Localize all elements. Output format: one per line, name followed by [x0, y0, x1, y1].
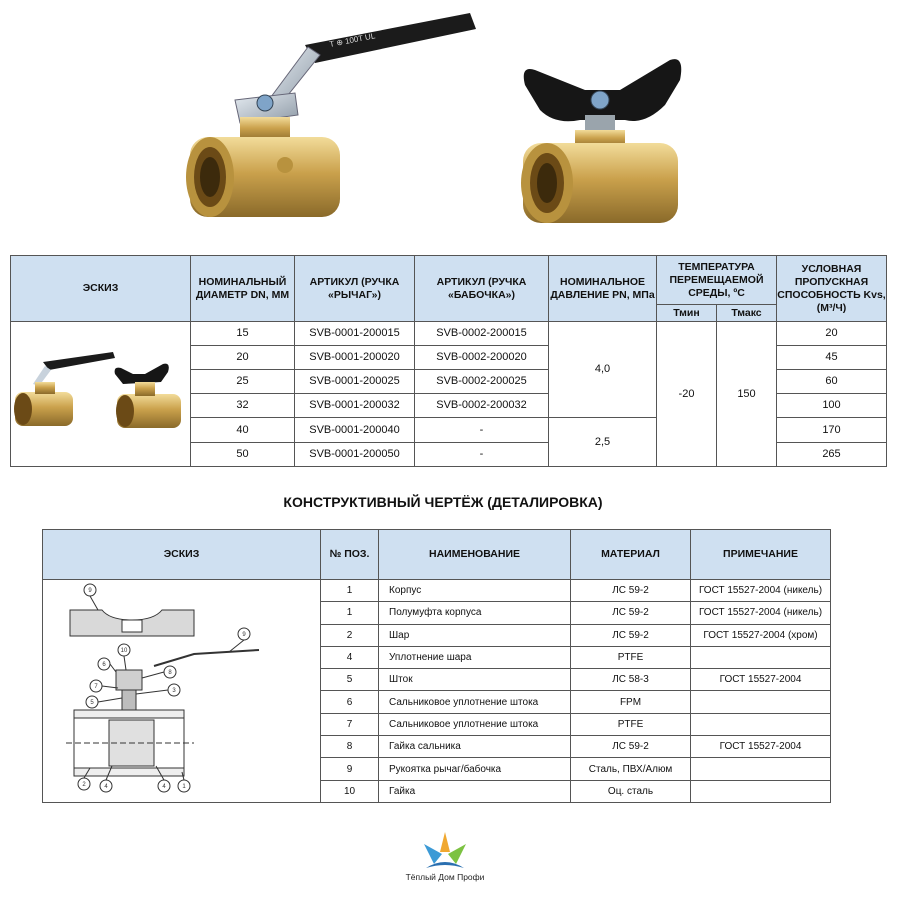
drawing-cell — [43, 580, 321, 803]
position-cell: 1 — [321, 602, 379, 624]
material-cell: FPM — [571, 691, 691, 713]
drawing-label: 7 — [93, 684, 98, 690]
material-cell: ЛС 59-2 — [571, 624, 691, 646]
position-cell: 4 — [321, 646, 379, 668]
kvs-cell: 60 — [777, 370, 887, 394]
article-lever-cell: SVB-0001-200015 — [295, 322, 415, 346]
drawing-label: 8 — [167, 670, 172, 676]
article-lever-cell: SVB-0001-200032 — [295, 394, 415, 418]
name-cell: Рукоятка рычаг/бабочка — [379, 758, 571, 780]
company-logo — [420, 830, 470, 872]
drawing-label: 10 — [120, 648, 127, 654]
dn-cell: 25 — [191, 370, 295, 394]
material-cell: Сталь, ПВХ/Алюм — [571, 758, 691, 780]
name-cell: Гайка — [379, 780, 571, 802]
note-cell: ГОСТ 15527-2004 — [691, 669, 831, 691]
kvs-cell: 20 — [777, 322, 887, 346]
drawing-label: 9 — [87, 588, 92, 594]
position-cell: 8 — [321, 736, 379, 758]
specs-table — [10, 255, 887, 467]
table-row — [43, 580, 831, 602]
article-butterfly-cell: - — [415, 418, 549, 443]
header-tmax: Тмакс — [717, 305, 777, 322]
header-kvs: УСЛОВНАЯ ПРОПУСКНАЯ СПОСОБНОСТЬ Kvs, (М³/Ч) — [777, 256, 887, 322]
kvs-cell: 45 — [777, 346, 887, 370]
dn-cell: 32 — [191, 394, 295, 418]
header-dn: НОМИНАЛЬНЫЙ ДИАМЕТР DN, ММ — [191, 256, 295, 322]
article-butterfly-cell: SVB-0002-200032 — [415, 394, 549, 418]
position-cell: 7 — [321, 713, 379, 735]
name-cell: Гайка сальника — [379, 736, 571, 758]
article-butterfly-cell: SVB-0002-200025 — [415, 370, 549, 394]
note-cell — [691, 758, 831, 780]
header-tmin: Тмин — [657, 305, 717, 322]
drawing-label: 5 — [89, 700, 94, 706]
material-cell: Оц. сталь — [571, 780, 691, 802]
material-cell: ЛС 58-3 — [571, 669, 691, 691]
dn-cell: 50 — [191, 443, 295, 467]
kvs-cell: 100 — [777, 394, 887, 418]
drawing-label: 3 — [171, 688, 176, 694]
note-cell — [691, 780, 831, 802]
section-title: КОНСТРУКТИВНЫЙ ЧЕРТЁЖ (ДЕТАЛИРОВКА) — [283, 494, 603, 510]
material-cell: ЛС 59-2 — [571, 602, 691, 624]
header-article-butterfly: АРТИКУЛ (РУЧКА «БАБОЧКА») — [415, 256, 549, 322]
drawing-label: 9 — [241, 632, 246, 638]
header-article-lever: АРТИКУЛ (РУЧКА «РЫЧАГ») — [295, 256, 415, 322]
note-cell: ГОСТ 15527-2004 (хром) — [691, 624, 831, 646]
position-cell: 10 — [321, 780, 379, 802]
article-lever-cell: SVB-0001-200020 — [295, 346, 415, 370]
pressure-cell: 2,5 — [549, 418, 657, 467]
position-cell: 9 — [321, 758, 379, 780]
drawing-label: 6 — [101, 662, 106, 668]
header-sketch: ЭСКИЗ — [43, 530, 321, 580]
article-lever-cell: SVB-0001-200025 — [295, 370, 415, 394]
name-cell: Уплотнение шара — [379, 646, 571, 668]
drawing-label: 4 — [103, 784, 108, 790]
butterfly-valve-photo — [515, 45, 690, 235]
position-cell: 1 — [321, 580, 379, 602]
article-butterfly-cell: SVB-0002-200015 — [415, 322, 549, 346]
dn-cell: 20 — [191, 346, 295, 370]
header-note: ПРИМЕЧАНИЕ — [691, 530, 831, 580]
position-cell: 6 — [321, 691, 379, 713]
tmin-cell: -20 — [657, 322, 717, 467]
material-cell: PTFE — [571, 646, 691, 668]
pressure-cell: 4,0 — [549, 322, 657, 418]
drawing-label: 2 — [81, 782, 86, 788]
dn-cell: 15 — [191, 322, 295, 346]
lever-valve-photo — [180, 5, 480, 235]
header-temperature: ТЕМПЕРАТУРА ПЕРЕМЕЩАЕМОЙ СРЕДЫ, ºС — [657, 256, 777, 305]
note-cell: ГОСТ 15527-2004 (никель) — [691, 580, 831, 602]
kvs-cell: 265 — [777, 443, 887, 467]
material-cell: PTFE — [571, 713, 691, 735]
drawing-label: 4 — [161, 784, 166, 790]
tmax-cell: 150 — [717, 322, 777, 467]
note-cell: ГОСТ 15527-2004 (никель) — [691, 602, 831, 624]
kvs-cell: 170 — [777, 418, 887, 443]
name-cell: Сальниковое уплотнение штока — [379, 691, 571, 713]
sketch-cell — [11, 322, 191, 467]
note-cell — [691, 691, 831, 713]
article-lever-cell: SVB-0001-200040 — [295, 418, 415, 443]
header-pressure: НОМИНАЛЬНОЕ ДАВЛЕНИЕ PN, МПа — [549, 256, 657, 322]
article-butterfly-cell: SVB-0002-200020 — [415, 346, 549, 370]
lever-text: T ⊕ 100T UL — [328, 31, 376, 49]
note-cell — [691, 713, 831, 735]
note-cell — [691, 646, 831, 668]
header-position: № ПОЗ. — [321, 530, 379, 580]
name-cell: Шар — [379, 624, 571, 646]
material-cell: ЛС 59-2 — [571, 736, 691, 758]
table-row — [11, 322, 887, 346]
header-name: НАИМЕНОВАНИЕ — [379, 530, 571, 580]
material-cell: ЛС 59-2 — [571, 580, 691, 602]
position-cell: 2 — [321, 624, 379, 646]
valves-thumbnail — [13, 322, 189, 462]
name-cell: Сальниковое уплотнение штока — [379, 713, 571, 735]
note-cell: ГОСТ 15527-2004 — [691, 736, 831, 758]
position-cell: 5 — [321, 669, 379, 691]
article-butterfly-cell: - — [415, 443, 549, 467]
name-cell: Корпус — [379, 580, 571, 602]
name-cell: Шток — [379, 669, 571, 691]
header-material: МАТЕРИАЛ — [571, 530, 691, 580]
parts-table — [42, 529, 831, 803]
drawing-label: 1 — [181, 784, 186, 790]
name-cell: Полумуфта корпуса — [379, 602, 571, 624]
header-sketch: ЭСКИЗ — [11, 256, 191, 322]
logo-text: Тёплый Дом Профи — [405, 872, 485, 882]
article-lever-cell: SVB-0001-200050 — [295, 443, 415, 467]
valve-drawing — [44, 580, 320, 798]
dn-cell: 40 — [191, 418, 295, 443]
